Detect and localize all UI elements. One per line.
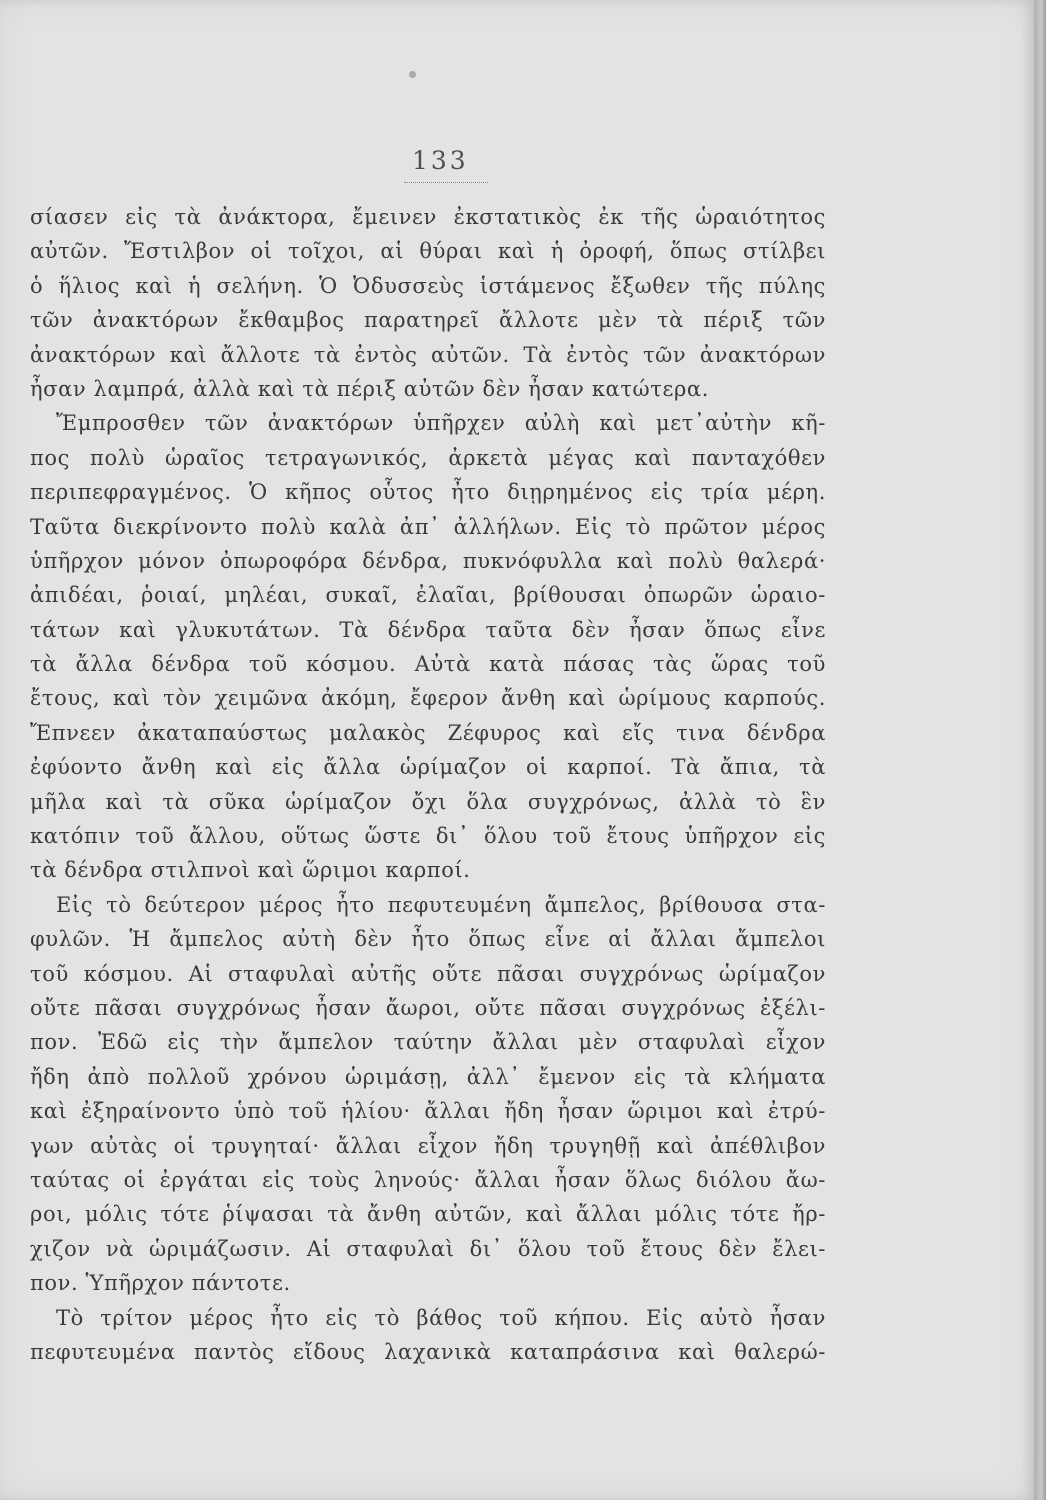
text-line: ταύτας οἱ ἐργάται εἰς τοὺς ληνούς· ἄλλαι ἦσαν ὅλως διόλου ἄω- xyxy=(30,1167,826,1192)
text-line: τὰ δένδρα στιλπνοὶ καὶ ὥριμοι καρποί. xyxy=(30,858,471,883)
text-line: καὶ ἐξηραίνοντο ὑπὸ τοῦ ἡλίου· ἄλλαι ἤδη ἦσαν ὥριμοι καὶ ἐτρύ- xyxy=(30,1099,826,1124)
text-line: πον. Ὑπῆρχον πάντοτε. xyxy=(30,1271,291,1296)
text-line: σίασεν εἰς τὰ ἀνάκτορα, ἔμεινεν ἐκστατικὸς ἐκ τῆς ὡραιότητος xyxy=(30,205,826,229)
text-line: μῆλα καὶ τὰ σῦκα ὡρίμαζον ὄχι ὅλα συγχρόνως, ἀλλὰ τὸ ἓν xyxy=(30,789,826,814)
text-line: περιπεφραγμένος. Ὁ κῆπος οὗτος ἦτο διῃρημένος εἰς τρία μέρη. xyxy=(30,480,826,505)
text-line: Ἔπνεεν ἀκαταπαύστως μαλακὸς Ζέφυρος καὶ εἴς τινα δένδρα xyxy=(30,720,826,745)
text-line: ἔτους, καὶ τὸν χειμῶνα ἀκόμη, ἔφερον ἄνθη καὶ ὡρίμους καρπούς. xyxy=(30,686,826,711)
text-line: ἀπιδέαι, ῥοιαί, μηλέαι, συκαῖ, ἐλαῖαι, βρίθουσαι ὀπωρῶν ὡραιο- xyxy=(30,583,826,608)
text-line: ροι, μόλις τότε ῥίψασαι τὰ ἄνθη αὐτῶν, καὶ ἄλλαι μόλις τότε ἤρ- xyxy=(30,1202,826,1227)
text-line: γων αὐτὰς οἱ τρυγηταί· ἄλλαι εἶχον ἤδη τρυγηθῇ καὶ ἀπέθλιβον xyxy=(30,1133,826,1158)
text-line: αὐτῶν. Ἔστιλβον οἱ τοῖχοι, αἱ θύραι καὶ ἡ ὀροφή, ὅπως στίλβει xyxy=(30,239,826,264)
ink-spot xyxy=(409,71,416,78)
header-rule xyxy=(404,182,488,183)
text-line: ἐφύοντο ἄνθη καὶ εἰς ἄλλα ὡρίμαζον οἱ καρποί. Τὰ ἄπια, τὰ xyxy=(30,755,826,780)
body-text xyxy=(30,200,826,1369)
text-line: ἦσαν λαμπρά, ἀλλὰ καὶ τὰ πέριξ αὐτῶν δὲν ἦσαν κατώτερα. xyxy=(30,376,709,401)
text-line: οὔτε πᾶσαι συγχρόνως ἦσαν ἄωροι, οὔτε πᾶσαι συγχρόνως ἐξέλι- xyxy=(30,995,826,1020)
text-line: φυλῶν. Ἡ ἄμπελος αὐτὴ δὲν ἦτο ὅπως εἶνε αἱ ἄλλαι ἄμπελοι xyxy=(30,927,826,952)
text-line: ὑπῆρχον μόνον ὀπωροφόρα δένδρα, πυκνόφυλλα καὶ πολὺ θαλερά· xyxy=(30,548,826,573)
text-line: τὰ ἄλλα δένδρα τοῦ κόσμου. Αὐτὰ κατὰ πάσας τὰς ὥρας τοῦ xyxy=(30,652,826,677)
text-line: χιζον νὰ ὡριμάζωσιν. Αἱ σταφυλαὶ δι᾽ ὅλου τοῦ ἔτους δὲν ἔλει- xyxy=(30,1236,826,1261)
text-line: πον. Ἐδῶ εἰς τὴν ἄμπελον ταύτην ἄλλαι μὲν σταφυλαὶ εἶχον xyxy=(30,1030,826,1055)
text-line: πος πολὺ ὡραῖος τετραγωνικός, ἀρκετὰ μέγας καὶ πανταχόθεν xyxy=(30,445,826,470)
text-line: τῶν ἀνακτόρων ἔκθαμβος παρατηρεῖ ἄλλοτε μὲν τὰ πέριξ τῶν xyxy=(30,308,826,333)
text-line: Τὸ τρίτον μέρος ἦτο εἰς τὸ βάθος τοῦ κήπου. Εἰς αὐτὸ ἦσαν xyxy=(56,1305,826,1330)
page-number: 133 xyxy=(412,146,469,175)
text-line: ἀνακτόρων καὶ ἄλλοτε τὰ ἐντὸς αὐτῶν. Τὰ ἐντὸς τῶν ἀνακτόρων xyxy=(30,342,826,367)
text-line: κατόπιν τοῦ ἄλλου, οὕτως ὥστε δι᾽ ὅλου τοῦ ἔτους ὑπῆρχον εἰς xyxy=(30,824,826,849)
text-line: ὁ ἥλιος καὶ ἡ σελήνη. Ὁ Ὀδυσσεὺς ἱστάμενος ἔξωθεν τῆς πύλης xyxy=(30,273,826,298)
text-line: τοῦ κόσμου. Αἱ σταφυλαὶ αὐτῆς οὔτε πᾶσαι συγχρόνως ὡρίμαζον xyxy=(30,961,826,986)
text-line: τάτων καὶ γλυκυτάτων. Τὰ δένδρα ταῦτα δὲν ἦσαν ὅπως εἶνε xyxy=(30,617,826,642)
text-line: πεφυτευμένα παντὸς εἴδους λαχανικὰ καταπράσινα καὶ θαλερώ- xyxy=(30,1339,826,1364)
page-edge xyxy=(1034,0,1046,1500)
text-line: Ἔμπροσθεν τῶν ἀνακτόρων ὑπῆρχεν αὐλὴ καὶ μετ᾽αὐτὴν κῆ- xyxy=(56,411,826,436)
text-line: ἤδη ἀπὸ πολλοῦ χρόνου ὡριμάσῃ, ἀλλ᾽ ἔμενον εἰς τὰ κλήματα xyxy=(30,1064,826,1089)
text-line: Ταῦτα διεκρίνοντο πολὺ καλὰ ἀπ᾽ ἀλλήλων. Εἰς τὸ πρῶτον μέρος xyxy=(30,514,826,539)
text-line: Εἰς τὸ δεύτερον μέρος ἦτο πεφυτευμένη ἄμπελος, βρίθουσα στα- xyxy=(56,892,826,917)
